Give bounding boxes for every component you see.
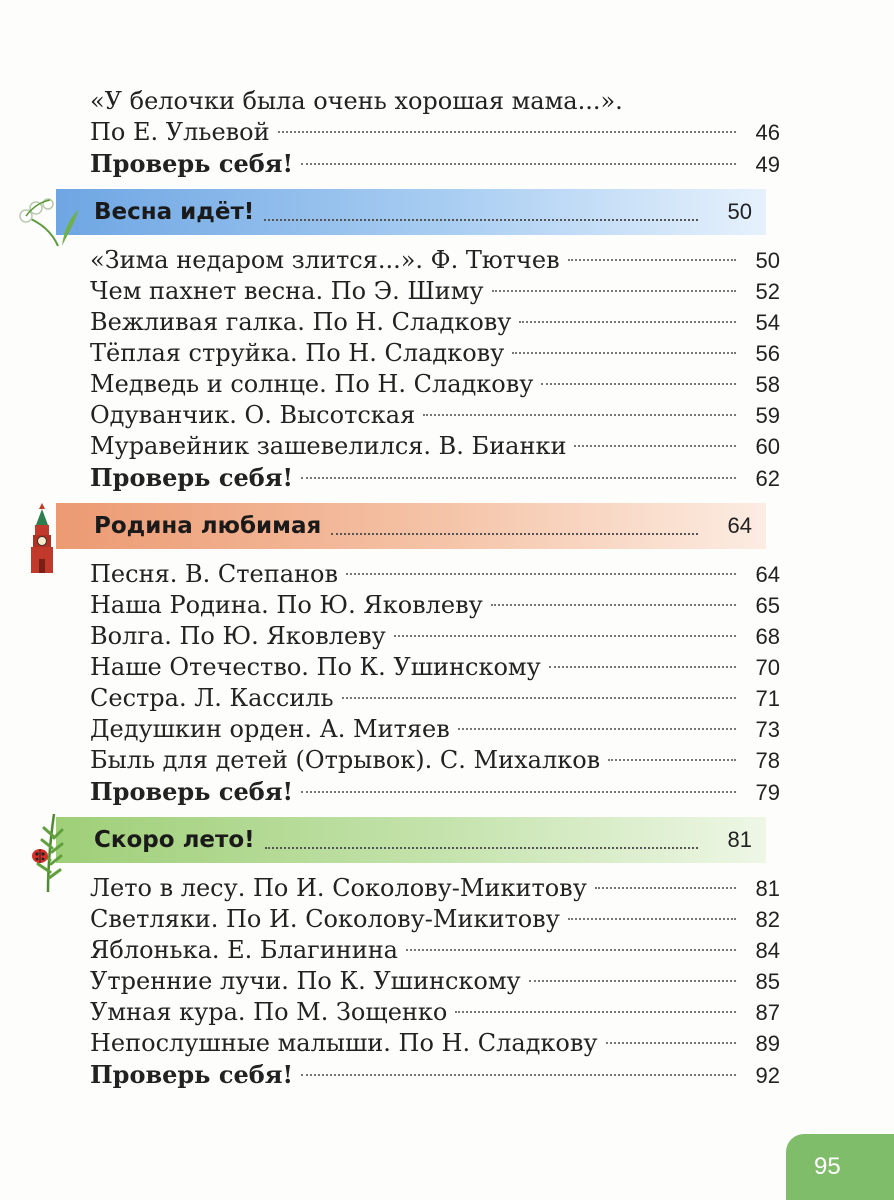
entry-title: Одуванчик. О. Высотская	[90, 401, 416, 429]
entry-page-number: 87	[755, 1000, 780, 1025]
dot-leader	[529, 980, 736, 982]
entry-page-number: 78	[755, 748, 780, 773]
entry-page-number: 60	[755, 434, 780, 459]
dot-leader	[423, 414, 736, 416]
dot-leader	[265, 847, 698, 849]
entry-page-number: 71	[755, 686, 780, 711]
entry-page-number: 84	[755, 938, 780, 963]
dot-leader	[342, 697, 736, 699]
dot-leader	[301, 1074, 736, 1076]
entry-title: Муравейник зашевелился. В. Бианки	[90, 432, 567, 460]
entry-page-number: 79	[755, 780, 780, 805]
dot-leader	[568, 259, 736, 261]
entry-title: Песня. В. Степанов	[90, 560, 338, 588]
entry-title: Утренние лучи. По К. Ушинскому	[90, 967, 521, 995]
entry-title: Чем пахнет весна. По Э. Шиму	[90, 277, 484, 305]
entry-title: Проверь себя!	[90, 1060, 293, 1089]
entry-title: Сестра. Л. Кассиль	[90, 684, 334, 712]
toc-entry	[90, 621, 780, 652]
toc-entry-review	[90, 1059, 780, 1090]
entry-title: Непослушные малыши. По Н. Сладкову	[90, 1029, 598, 1057]
dot-leader	[301, 791, 736, 793]
toc-entry	[90, 276, 780, 307]
entry-page-number: 58	[755, 372, 780, 397]
entry-title: Наша Родина. По Ю. Яковлеву	[90, 591, 483, 619]
toc-entry	[90, 307, 780, 338]
dot-leader	[608, 759, 736, 761]
entry-page-number: 81	[727, 827, 752, 852]
section-title: Весна идёт!	[94, 199, 255, 225]
dot-leader	[519, 321, 736, 323]
toc-entry	[90, 935, 780, 966]
dot-leader	[301, 163, 736, 165]
section-title: Скоро лето!	[94, 827, 255, 853]
toc-entry	[90, 1028, 780, 1059]
entry-title: Проверь себя!	[90, 463, 293, 492]
page-number: 95	[814, 1153, 841, 1180]
entry-title: Быль для детей (Отрывок). С. Михалков	[90, 746, 601, 774]
entry-title: Наше Отечество. По К. Ушинскому	[90, 653, 541, 681]
entry-page-number: 92	[755, 1063, 780, 1088]
toc-entry	[90, 86, 780, 117]
toc-entry	[90, 652, 780, 683]
toc-entry	[90, 117, 780, 148]
toc-entry	[90, 338, 780, 369]
entry-page-number: 81	[755, 876, 780, 901]
toc-entry	[90, 745, 780, 776]
section-header	[56, 503, 766, 549]
dot-leader	[549, 666, 736, 668]
dot-leader	[606, 1042, 737, 1044]
dot-leader	[492, 290, 736, 292]
lily-of-the-valley-icon	[18, 192, 82, 248]
toc-entry-review	[90, 776, 780, 807]
entry-title: Проверь себя!	[90, 777, 293, 806]
entry-title: Умная кура. По М. Зощенко	[90, 998, 448, 1026]
entry-page-number: 52	[755, 279, 780, 304]
dot-leader	[574, 445, 736, 447]
entry-page-number: 46	[755, 120, 780, 145]
entry-title: По Е. Ульевой	[90, 118, 270, 146]
toc-entry	[90, 400, 780, 431]
entry-page-number: 59	[755, 403, 780, 428]
dot-leader	[278, 131, 736, 133]
dot-leader	[264, 219, 698, 221]
dot-leader	[595, 887, 736, 889]
entry-title: Дедушкин орден. А. Митяев	[90, 715, 450, 743]
entry-page-number: 56	[755, 341, 780, 366]
toc-entry	[90, 431, 780, 462]
dot-leader	[568, 918, 736, 920]
toc-entry	[90, 904, 780, 935]
entry-page-number: 85	[755, 969, 780, 994]
entry-title: «Зима недаром злится...». Ф. Тютчев	[90, 246, 560, 274]
entry-title: Светляки. По И. Соколову-Микитову	[90, 905, 560, 933]
entry-title: Медведь и солнце. По Н. Сладкову	[90, 370, 534, 398]
entry-title: Проверь себя!	[90, 149, 293, 178]
toc-entry	[90, 966, 780, 997]
dot-leader	[491, 604, 736, 606]
toc-entry	[90, 559, 780, 590]
toc-entry-review	[90, 462, 780, 493]
entry-page-number: 49	[755, 152, 780, 177]
dot-leader	[406, 949, 736, 951]
dot-leader	[512, 352, 736, 354]
entry-title: Вежливая галка. По Н. Сладкову	[90, 308, 512, 336]
toc-entry	[90, 714, 780, 745]
entry-title: «У белочки была очень хорошая мама...».	[90, 87, 623, 115]
entry-page-number: 64	[755, 562, 780, 587]
toc-entry-review	[90, 148, 780, 179]
toc-entry	[90, 683, 780, 714]
entry-title: Яблонька. Е. Благинина	[90, 936, 398, 964]
toc-entry	[90, 873, 780, 904]
section-title: Родина любимая	[94, 513, 322, 539]
entry-title: Лето в лесу. По И. Соколову-Микитову	[90, 874, 587, 902]
toc-entry	[90, 369, 780, 400]
entry-page-number: 82	[755, 907, 780, 932]
entry-page-number: 65	[755, 593, 780, 618]
dot-leader	[301, 477, 736, 479]
branch-ladybug-icon	[28, 812, 68, 892]
entry-title: Тёплая струйка. По Н. Сладкову	[90, 339, 505, 367]
entry-page-number: 73	[755, 717, 780, 742]
entry-page-number: 50	[755, 248, 780, 273]
entry-page-number: 64	[727, 513, 752, 538]
entry-page-number: 68	[755, 624, 780, 649]
entry-page-number: 54	[755, 310, 780, 335]
dot-leader	[458, 728, 736, 730]
table-of-contents	[90, 86, 790, 1090]
dot-leader	[331, 533, 698, 535]
dot-leader	[346, 573, 736, 575]
entry-page-number: 62	[755, 466, 780, 491]
dot-leader	[455, 1011, 736, 1013]
page-number-tab	[786, 1134, 894, 1200]
toc-entry	[90, 997, 780, 1028]
entry-page-number: 70	[755, 655, 780, 680]
entry-title: Волга. По Ю. Яковлеву	[90, 622, 386, 650]
toc-entry	[90, 590, 780, 621]
dot-leader	[394, 635, 736, 637]
kremlin-tower-icon	[28, 503, 56, 573]
section-header	[56, 189, 766, 235]
dot-leader	[541, 383, 736, 385]
entry-page-number: 50	[727, 199, 752, 224]
toc-entry	[90, 245, 780, 276]
section-header	[56, 817, 766, 863]
entry-page-number: 89	[755, 1031, 780, 1056]
